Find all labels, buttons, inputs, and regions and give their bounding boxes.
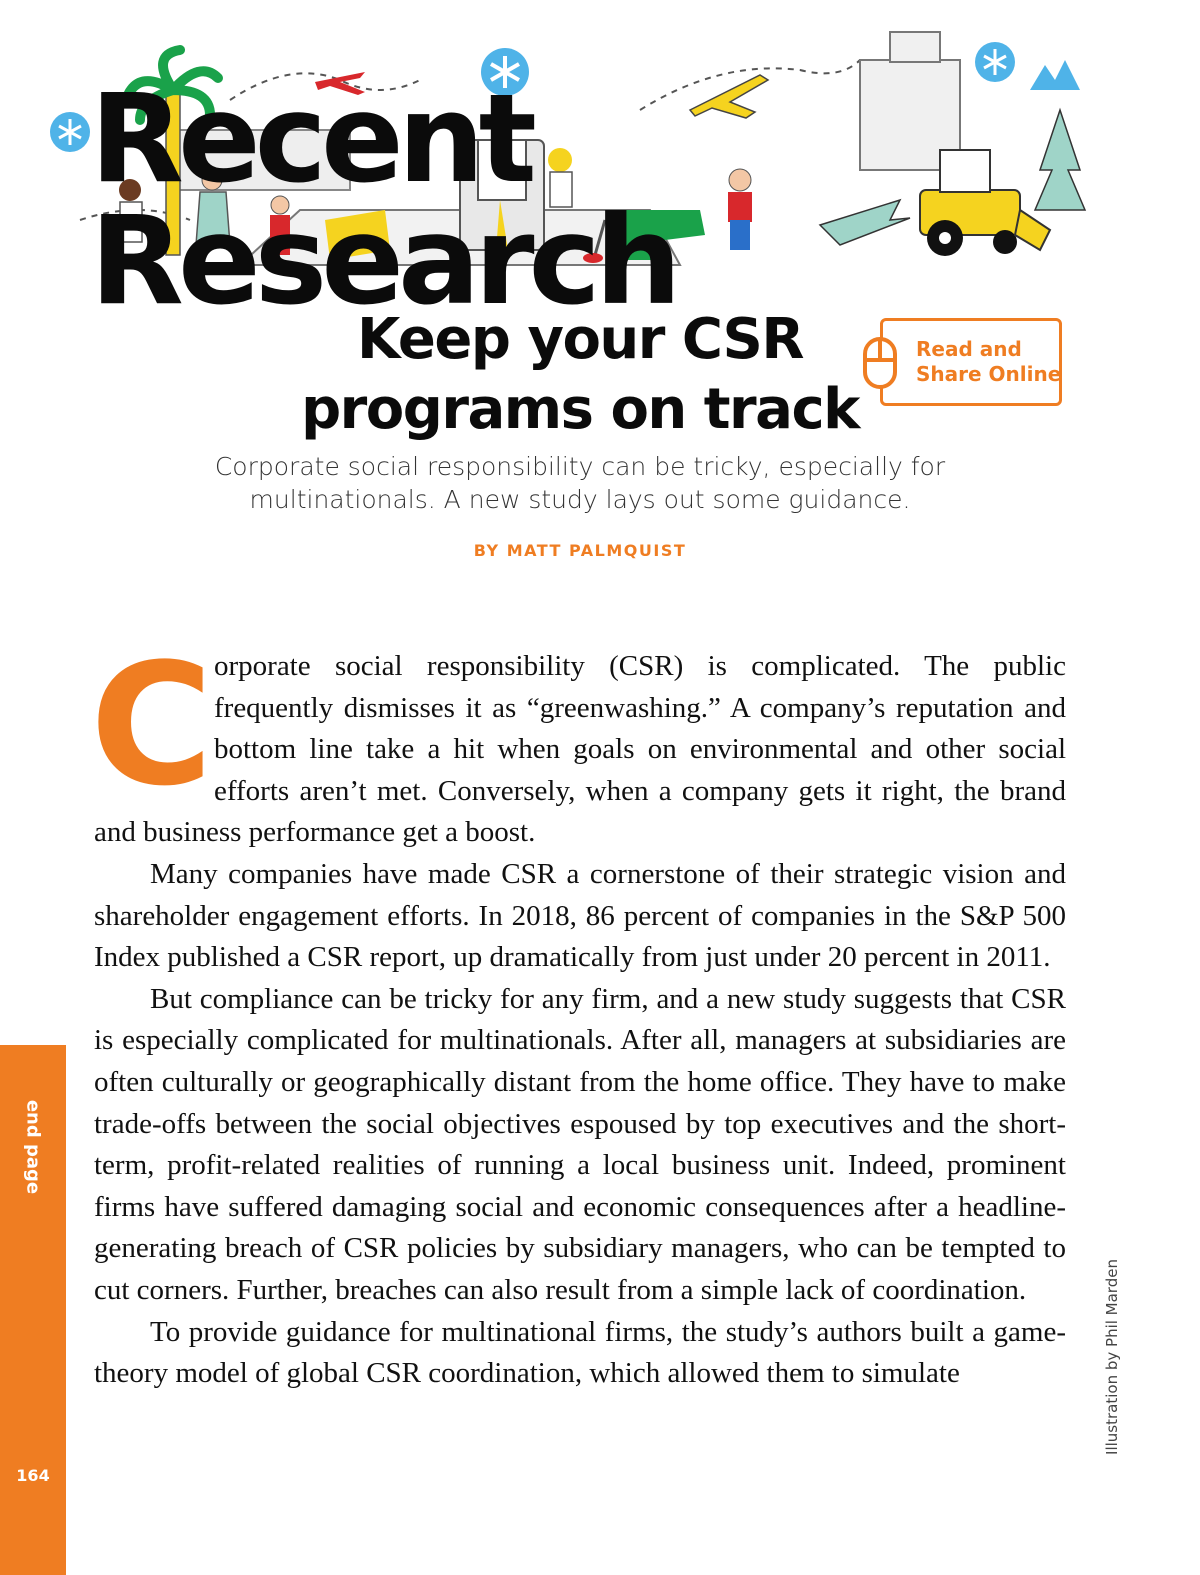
page-number: 164 xyxy=(16,1466,50,1485)
paragraph xyxy=(90,627,1066,854)
paragraph-text: orporate social responsibility (CSR) is complicated. The public frequently dismisses it as “greenwashing.” A company’s reputation and bottom line take a hit when goals on environmental and other social efforts aren’t met. Conversely, when a company gets it right, the brand and business performance get a boost. xyxy=(94,650,1066,849)
drop-cap: C xyxy=(90,627,214,823)
illustration-credit: Illustration by Phil Marden xyxy=(1103,1259,1121,1455)
paragraph: But compliance can be tricky for any firm, and a new study suggests that CSR is especially complicated for multinationals. After all, managers at subsidiaries are often culturally or geographically distant from the home office. They have to make trade-offs between the social objectives espoused by top executives and the short-term, profit-related realities of running a local business unit. Indeed, prominent firms have suffered damaging social and economic consequences after a headline-generating breach of CSR policies by subsidiary managers, who can be tempted to cut corners. Further, breaches can also result from a simple lack of coordination. xyxy=(94,982,1066,1306)
side-tab-label: end page xyxy=(22,1099,44,1195)
paragraph: To provide guidance for multinational firms, the study’s authors built a game-theory model of global CSR coordination, which allowed them to simulate xyxy=(94,1315,1066,1390)
section-title: Recent Research xyxy=(90,68,676,332)
paragraph: Many companies have made CSR a cornerstone of their strategic vision and shareholder engagement efforts. In 2018, 86 percent of companies in the S&P 500 Index published a CSR report, up dramatically from just under 20 percent in 2011. xyxy=(94,857,1066,974)
compass-icon xyxy=(975,42,1015,82)
mouse-icon[interactable] xyxy=(860,336,900,392)
compass-icon xyxy=(50,112,90,152)
building-tower xyxy=(890,32,940,62)
share-label[interactable]: Read and Share Online xyxy=(916,337,1062,386)
article-deck: Corporate social responsibility can be tricky, especially for multinationals. A new study lays out some guidance. xyxy=(214,452,946,514)
article-headline: Keep your CSR programs on track xyxy=(301,307,859,442)
byline: BY MATT PALMQUIST xyxy=(473,541,687,560)
header-illustration xyxy=(40,20,1120,332)
article-body xyxy=(90,627,1066,1395)
